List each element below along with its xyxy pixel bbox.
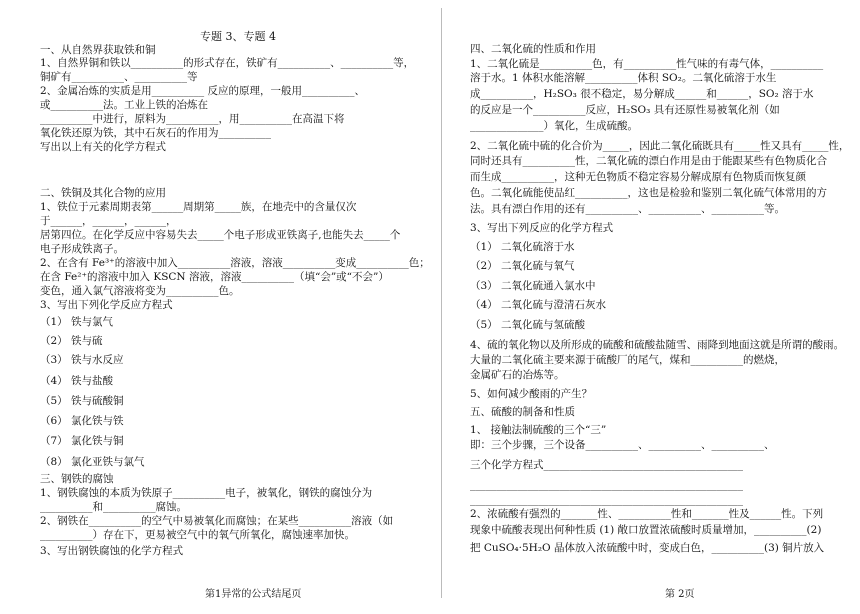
left-text-line: （6） 氯化铁与铁 [40,415,124,427]
left-text-line: 1、自然界铜和铁以__________的形式存在，铁矿有__________、__________等， [40,57,415,69]
right-text-line: 而生成__________，这种无色物质不稳定容易分解成原有色物质而恢复颜 [470,171,806,183]
right-page [470,0,850,614]
right-text-line: 的反应是一个__________反应，H₂SO₃ 具有还原性易被氧化剂（如 [470,104,780,116]
right-text-line: 成__________，H₂SO₃ 很不稳定，易分解成______和______，SO₂ 溶于水 [470,88,814,100]
right-text-line: 同时还具有__________性，二氧化硫的漂白作用是由于能跟某些有色物质化合 [470,155,827,167]
left-text-line: （3） 铁与水反应 [40,354,124,366]
left-footer: 第1异常的公式结尾页 [205,589,302,600]
left-text-line: 一、从自然界获取铁和铜 [40,44,156,56]
right-text-line: （1） 二氧化硫溶于水 [470,241,575,253]
left-text-line: __________）存在下，更易被空气中的氧气所氧化，腐蚀速率加快。 [40,529,355,541]
right-text-line: 溶于水。1 体积水能溶解__________体积 SO₂。二氧化硫溶于水生 [470,72,777,84]
left-text-line: 变色，通入氯气溶液将变为__________色。 [40,285,240,297]
left-page [40,0,432,614]
right-text-line: 四、二氧化硫的性质和作用 [470,43,596,55]
left-text-line: 二、铁铜及其化合物的应用 [40,187,166,199]
right-text-line: ____________________________________________________ [470,494,743,506]
left-text-line: 在含 Fe²⁺的溶液中加入 KSCN 溶液，溶液__________（填“会”或“不会”） [40,271,389,283]
left-text-line: （5） 铁与硫酸铜 [40,395,124,407]
right-text-line: 三个化学方程式______________________________________ [470,459,743,471]
left-text-line: 电子形成铁离子。 [40,243,124,255]
left-text-line: （1） 铁与氯气 [40,316,114,328]
left-text-line: 1、铁位于元素周期表第______周期第_____族，在地壳中的含量仅次 [40,201,357,213]
right-text-line: 法。具有漂白作用的还有__________、__________、__________等。 [470,203,785,215]
right-text-line: 色。二氧化硫能使品红__________，这也是检验和鉴别二氧化硫气体常用的方 [470,187,827,199]
left-text-line: 2、钢铁在__________的空气中易被氧化而腐蚀；在某些__________溶液（如 [40,515,394,527]
right-text-line: （5） 二氧化硫与氢硫酸 [470,319,586,331]
left-text-line: 居第四位。在化学反应中容易失去_____个电子形成亚铁离子,也能失去_____个 [40,229,401,241]
left-text-line: 于______，______，______， [40,215,177,227]
left-text-line: 或__________法。工业上铁的冶炼在 [40,99,208,111]
right-text-line: 把 CuSO₄·5H₂O 晶体放入浓硫酸中时，变成白色，__________(3) 铜片放入 [470,542,825,554]
right-text-line: （2） 二氧化硫与氧气 [470,260,575,272]
right-text-line: （3） 二氧化硫通入氯水中 [470,280,596,292]
left-text-line: 3、写出下列化学反应方程式 [40,299,173,311]
right-text-line: 五、硫酸的制备和性质 [470,406,575,418]
right-text-line: 2、二氧化硫中硫的化合价为_____，因此二氧化硫既具有_____性又具有_____性， [470,140,850,152]
right-text-line: 2、浓硫酸有强烈的_______性、__________性和_______性及______性。下列 [470,508,824,520]
right-text-line: 1、 接触法制硫酸的三个“三” [470,424,607,436]
left-text-line: 2、金属冶炼的实质是用__________ 反应的原理，一般用__________、 [40,85,366,97]
left-text-line: 1、钢铁腐蚀的本质为铁原子__________电子，被氧化，钢铁的腐蚀分为 [40,487,373,499]
page-title: 专题 3、专题 4 [200,30,276,43]
left-text-line: （4） 铁与盐酸 [40,375,114,387]
right-text-line: 4、硫的氧化物以及所形成的硫酸和硫酸盐随雪、雨降到地面这就是所谓的酸雨。 [470,339,845,351]
left-text-line: 三、钢铁的腐蚀 [40,473,114,485]
left-text-line: 3、写出钢铁腐蚀的化学方程式 [40,545,184,557]
left-text-line: 氧化铁还原为铁，其中石灰石的作用为__________ [40,127,271,139]
right-footer: 第 2页 [665,589,695,600]
right-text-line: ______________）氧化，生成硫酸。 [470,120,638,132]
right-text-line: 1、二氧化硫是__________色，有__________性气味的有毒气体，__________ [470,58,824,70]
right-text-line: 大量的二氧化硫主要来源于硫酸厂的尾气，煤和__________的燃烧， [470,354,785,366]
left-text-line: （2） 铁与硫 [40,335,103,347]
right-text-line: 即：三个步骤，三个设备__________、__________、__________、 [470,439,775,451]
left-text-line: 2、在含有 Fe³⁺的溶液中加入__________溶液，溶液__________变成__________色； [40,257,430,269]
right-text-line: 金属矿石的冶炼等。 [470,369,565,381]
column-divider [441,8,442,598]
left-text-line: 铜矿有__________、__________等 [40,71,198,83]
left-text-line: （7） 氯化铁与铜 [40,435,124,447]
left-text-line: （8） 氯化亚铁与氯气 [40,456,145,468]
right-text-line: （4） 二氧化硫与澄清石灰水 [470,299,607,311]
left-text-line: 写出以上有关的化学方程式 [40,141,166,153]
right-text-line: 现象中硫酸表现出何种性质 (1) 敞口放置浓硫酸时质量增加，__________(2) [470,524,822,536]
right-text-line: ____________________________________________________ [470,479,743,491]
left-text-line: __________中进行，原料为__________，用__________在高温下将 [40,113,345,125]
left-text-line: __________和__________腐蚀。 [40,501,187,513]
right-text-line: 3、写出下列反应的化学方程式 [470,222,614,234]
right-text-line: 5、如何减少酸雨的产生？ [470,388,593,400]
